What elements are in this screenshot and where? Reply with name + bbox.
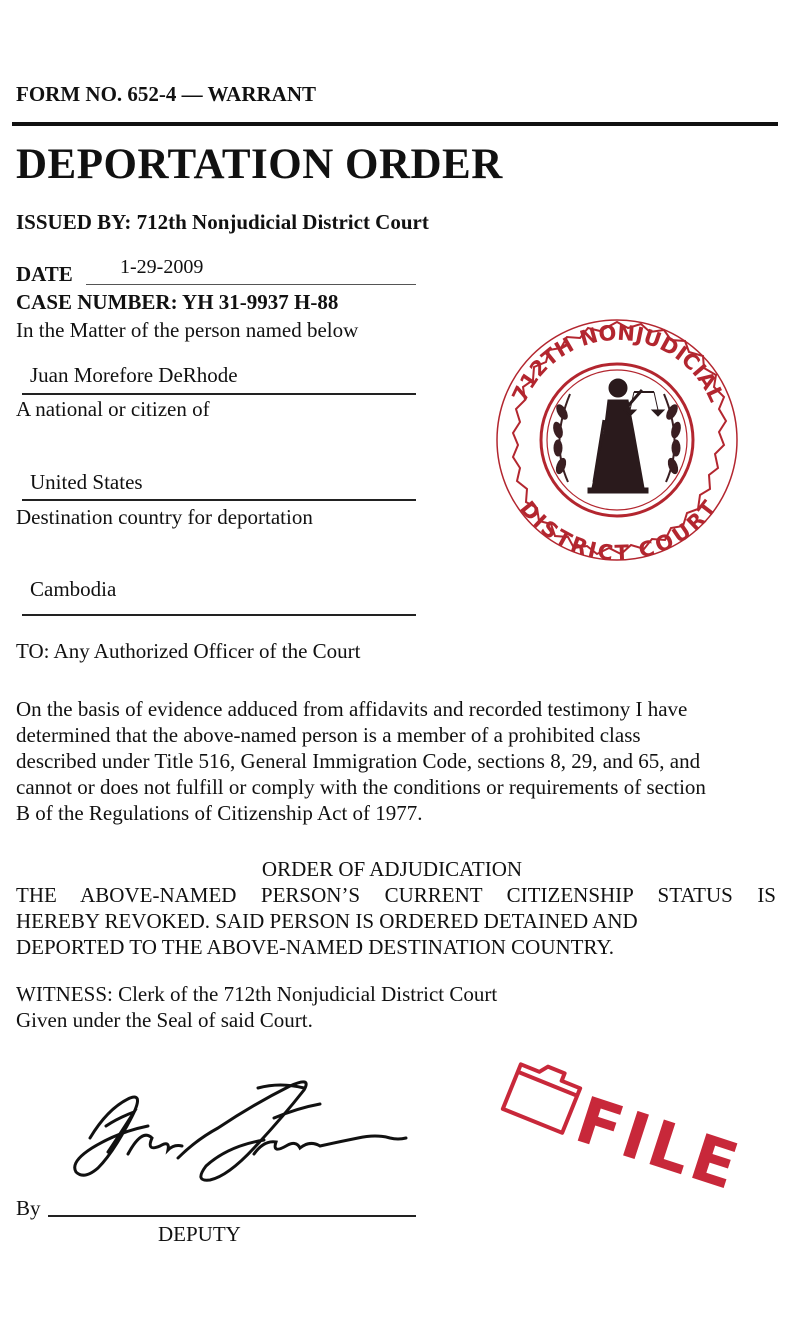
paragraph-line: determined that the above-named person is a member of a prohibited class (16, 723, 641, 747)
order-line: HEREBY REVOKED. SAID PERSON IS ORDERED DETAINED AND (16, 909, 638, 933)
person-name-line (22, 393, 416, 395)
order-line: DEPORTED TO THE ABOVE-NAMED DESTINATION COUNTRY. (16, 935, 615, 959)
destination-label: Destination country for deportation (16, 505, 313, 529)
destination-line (22, 614, 416, 616)
date-underline (86, 284, 416, 285)
matter-label: In the Matter of the person named below (16, 318, 359, 342)
paragraph-line: cannot or does not fulfill or comply with the conditions or requirements of section (16, 775, 706, 799)
nationality-line (22, 499, 416, 501)
file-stamp (496, 1062, 782, 1222)
header-rule (12, 122, 778, 126)
form-number: FORM NO. 652-4 — WARRANT (16, 82, 317, 106)
issued-by: ISSUED BY: 712th Nonjudicial District Court (16, 210, 429, 234)
signature-line (48, 1215, 416, 1217)
nationality-label: A national or citizen of (16, 397, 210, 421)
nationality-value: United States (30, 470, 143, 494)
seal-top-text: 712TH NONJUDICIAL (507, 320, 729, 406)
order-text (16, 882, 776, 960)
by-label: By (16, 1196, 41, 1220)
folder-icon (503, 1062, 583, 1133)
person-name: Juan Morefore DeRhode (30, 363, 238, 387)
seal-line: Given under the Seal of said Court. (16, 1008, 313, 1032)
case-number: CASE NUMBER: YH 31-9937 H-88 (16, 290, 339, 314)
order-line: THE ABOVE-NAMED PERSON’S CURRENT CITIZENSHIP STATUS IS (16, 883, 776, 907)
signature (58, 1068, 420, 1192)
destination-value: Cambodia (30, 577, 117, 601)
paragraph-line: B of the Regulations of Citizenship Act of 1977. (16, 801, 423, 825)
date-value: 1-29-2009 (120, 256, 204, 278)
deputy-label: DEPUTY (158, 1222, 241, 1246)
document-title: DEPORTATION ORDER (16, 141, 503, 188)
seal-bottom-text: DISTRICT COURT (515, 496, 721, 566)
order-heading: ORDER OF ADJUDICATION (261, 857, 523, 881)
lady-justice-icon (588, 379, 664, 493)
paragraph-line: described under Title 516, General Immigration Code, sections 8, 29, and 65, and (16, 749, 701, 773)
evidence-paragraph (16, 696, 776, 826)
paragraph-line: On the basis of evidence adduced from affidavits and recorded testimony I have (16, 697, 688, 721)
court-seal (458, 282, 776, 594)
file-stamp-text: FILE (567, 1083, 750, 1206)
date-label: DATE (16, 262, 73, 286)
witness-line: WITNESS: Clerk of the 712th Nonjudicial District Court (16, 982, 498, 1006)
to-line: TO: Any Authorized Officer of the Court (16, 639, 361, 663)
